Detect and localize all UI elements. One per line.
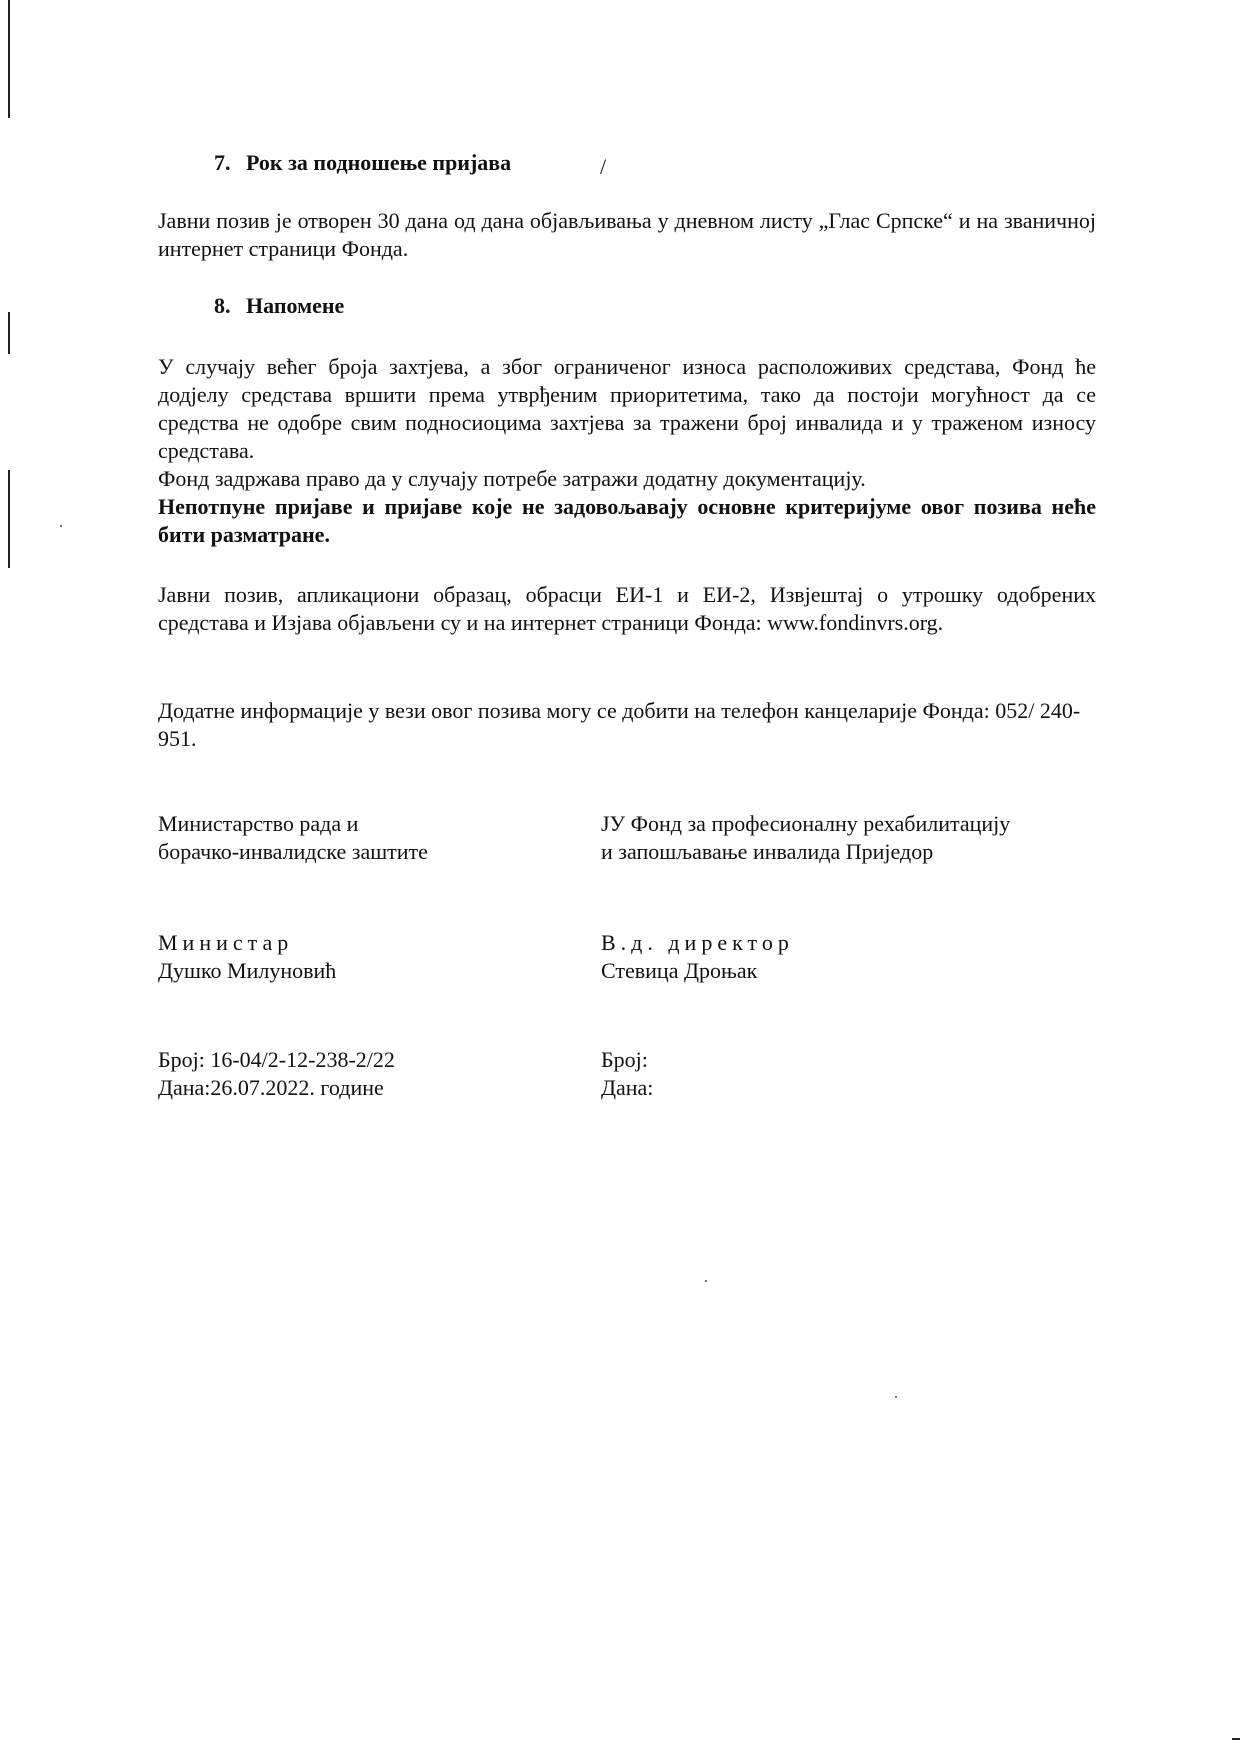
- right-signatory-role: В.д. директор: [601, 930, 794, 955]
- right-reference-date: Дана:: [601, 1075, 654, 1100]
- scan-edge-mark: [8, 312, 10, 354]
- section-8-heading: [214, 292, 344, 320]
- right-reference-number: Број:: [601, 1047, 648, 1072]
- right-org-line-2: и запошљавање инвалида Приједор: [601, 839, 934, 864]
- left-org-line-2: борачко-инвалидске заштите: [158, 839, 428, 864]
- scan-speck: [705, 1280, 707, 1282]
- notes-incomplete-applications-notice: Непотпуне пријаве и пријаве које не задовољавају основне критеријуме овог позива неће бити разматране.: [158, 494, 1096, 547]
- section-7-heading: [214, 149, 511, 177]
- left-signatory-name: Душко Милуновић: [158, 958, 337, 983]
- section-7-number: 7.: [214, 150, 231, 175]
- left-org-line-1: Министарство рада и: [158, 811, 359, 836]
- scan-edge-mark: [8, 0, 10, 118]
- section-8-number: 8.: [214, 293, 231, 318]
- section-7-title: Рок за подношење пријава: [246, 150, 512, 175]
- notes-paragraph-documentation: Фонд задржава право да у случају потребе затражи додатну документацију.: [158, 466, 866, 491]
- section-7-text: Јавни позив је отворен 30 дана од дана објављивања у дневном листу „Глас Српске“ и на званичној интернет страници Фонда.: [158, 208, 1096, 261]
- left-reference-date: Дана:26.07.2022. године: [158, 1075, 384, 1100]
- notes-paragraph-priorities: У случају већег броја захтјева, а због ограниченог износа расположивих средстава, Фонд ће додјелу средстава вршити према утврђеним приоритетима, тако да постоји могућност да се средства не одобре свим подносиоцима захтјева за тражени број инвалида и у траженом износу средстава.: [158, 354, 1096, 463]
- scan-speck: [895, 1396, 897, 1398]
- scan-speck: [60, 525, 62, 527]
- right-signatory-name: Стевица Дроњак: [601, 958, 758, 983]
- notes-paragraph-website: Јавни позив, апликациони образац, обрасци ЕИ-1 и ЕИ-2, Извјештај о утрошку одобрених средстава и Изјава објављени су и на интернет страници Фонда: www.fondinvrs.org.: [158, 582, 1096, 635]
- scan-edge-mark: [8, 470, 10, 568]
- section-8-title: Напомене: [246, 293, 345, 318]
- scan-edge-mark: [1232, 1738, 1240, 1740]
- scan-stray-mark: /: [600, 154, 607, 179]
- left-reference-number: Број: 16-04/2-12-238-2/22: [158, 1047, 395, 1072]
- right-org-line-1: ЈУ Фонд за професионалну рехабилитацију: [601, 811, 1011, 836]
- left-signatory-role: Министар: [158, 930, 294, 955]
- notes-paragraph-phone: Додатне информације у вези овог позива могу се добити на телефон канцеларије Фонда: 052/ 240-951.: [158, 698, 1081, 751]
